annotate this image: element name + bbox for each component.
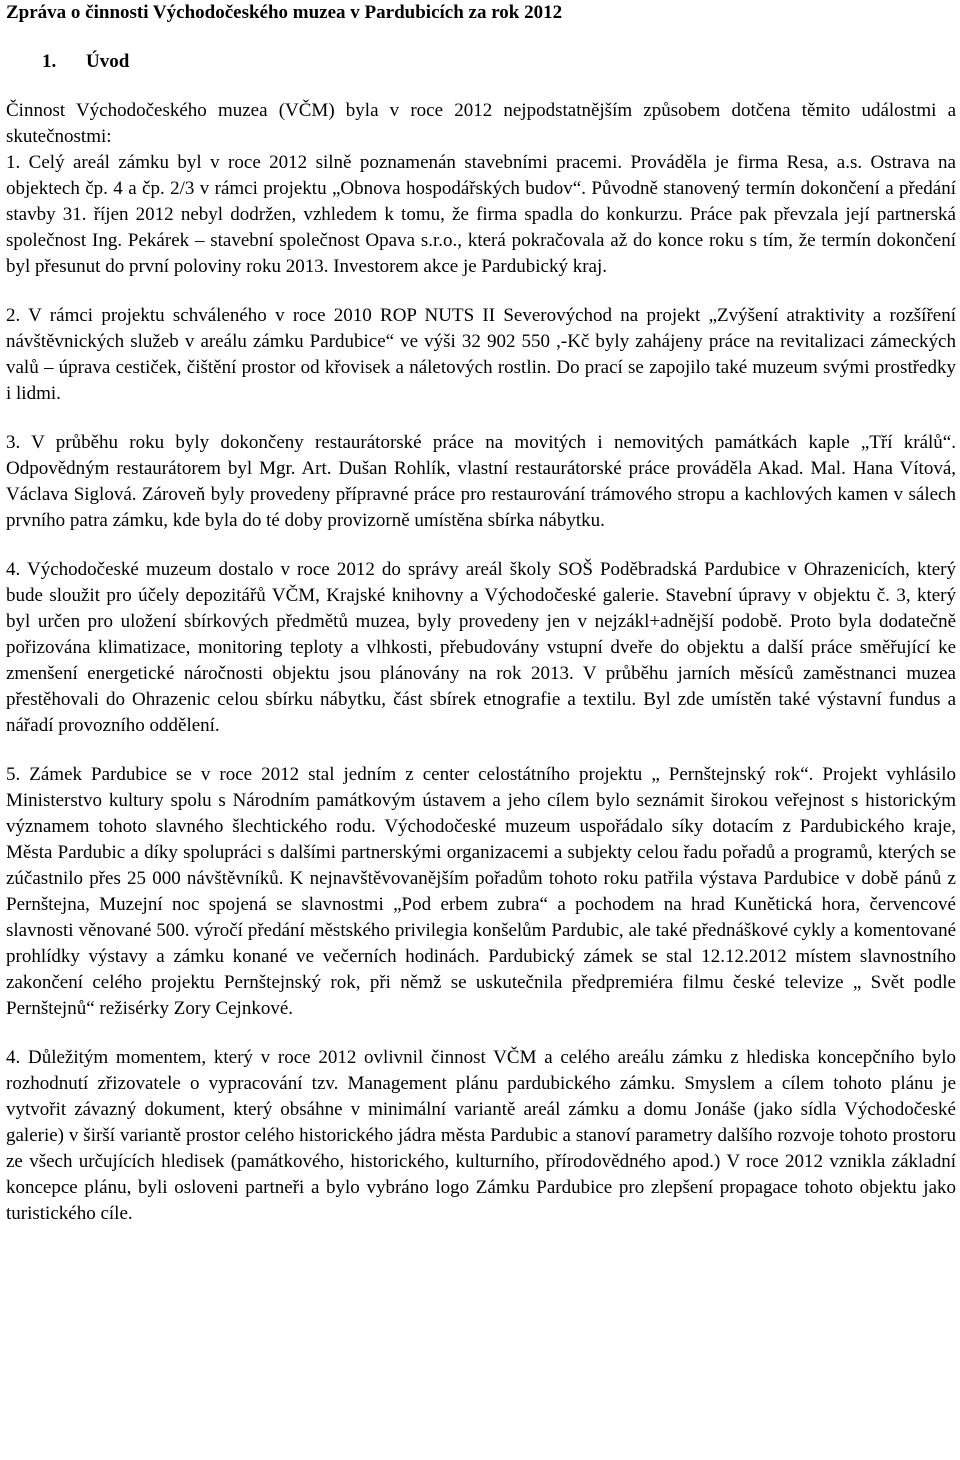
- list-item: 4. Východočeské muzeum dostalo v roce 2012 do správy areál školy SOŠ Poděbradská Pardubice v Ohrazenicích, který bude sloužit pro účely depozitářů VČM, Krajské knihovny a Východočeské galerie. Stavební úpravy v objektu č. 3, který byl určen pro uložení sbírkových předmětů muzea, byly provedeny jen v nejzákl+adnější podobě. Proto byla dodatečně pořizována klimatizace, monitoring teploty a vlhkosti, přebudovány vstupní dveře do objektu a další práce směřující ke zmenšení energetické náročnosti objektu jsou plánovány na rok 2013. V průběhu jarních měsíců zaměstnanci muzea přestěhovali do Ohrazenic celou sbírku nábytku, část sbírek etnografie a textilu. Byl zde umístěn také výstavní fundus a nářadí provozního oddělení.: [6, 559, 956, 736]
- document-title: Zpráva o činnosti Východočeského muzea v Pardubicích za rok 2012: [6, 2, 563, 23]
- section-title: Úvod: [86, 51, 130, 72]
- list-item: 4. Důležitým momentem, který v roce 2012 ovlivnil činnost VČM a celého areálu zámku z hlediska koncepčního bylo rozhodnutí zřizovatele o vypracování tzv. Management plánu pardubického zámku. Smyslem a cílem tohoto plánu je vytvořit závazný dokument, který obsáhne v minimální variantě areál zámku a domu Jonáše (jako sídla Východočeské galerie) v širší variantě prostor celého historického jádra města Pardubic a stanoví parametry dalšího rozvoje tohoto prostoru ze všech určujících hledisek (památkového, historického, kulturního, přírodovědného apod.) V roce 2012 vznikla základní koncepce plánu, byli osloveni partneři a bylo vybráno logo Zámku Pardubice pro zlepšení propagace tohoto objektu jako turistického cíle.: [6, 1047, 956, 1224]
- section-heading: [42, 49, 956, 75]
- list-item: 3. V průběhu roku byly dokončeny restaurátorské práce na movitých i nemovitých památkách kaple „Tří králů“. Odpovědným restaurátorem byl Mgr. Art. Dušan Rohlík, vlastní restaurátorské práce prováděla Akad. Mal. Hana Vítová, Václava Siglová. Zároveň byly provedeny přípravné práce pro restaurování trámového stropu a kachlových kamen v sálech prvního patra zámku, kde byla do té doby provizorně umístěna sbírka nábytku.: [6, 432, 956, 531]
- document-page: [6, 0, 956, 1227]
- intro-paragraph: Činnost Východočeského muzea (VČM) byla v roce 2012 nejpodstatnějším způsobem dotčena těmito událostmi a skutečnostmi:: [6, 100, 956, 147]
- list-item: 1. Celý areál zámku byl v roce 2012 silně poznamenán stavebními pracemi. Prováděla je firma Resa, a.s. Ostrava na objektech čp. 4 a čp. 2/3 v rámci projektu „Obnova hospodářských budov“. Původně stanovený termín dokončení a předání stavby 31. říjen 2012 nebyl dodržen, vzhledem k tomu, že firma spadla do konkurzu. Práce pak převzala její partnerská společnost Ing. Pekárek – stavební společnost Opava s.r.o., která pokračovala až do konce roku s tím, že termín dokončení byl přesunut do první poloviny roku 2013. Investorem akce je Pardubický kraj.: [6, 152, 956, 277]
- list-item: 5. Zámek Pardubice se v roce 2012 stal jedním z center celostátního projektu „ Pernštejnský rok“. Projekt vyhlásilo Ministerstvo kultury spolu s Národním památkovým ústavem a jeho cílem bylo seznámit širokou veřejnost s historickým významem tohoto slavného šlechtického rodu. Východočeské muzeum uspořádalo síky dotacím z Pardubického kraje, Města Pardubic a díky spolupráci s dalšími partnerskými organizacemi a subjekty celou řadu pořadů a programů, kterých se zúčastnilo přes 25 000 návštěvníků. K nejnavštěvovanějším pořadům tohoto roku patřila výstava Pardubice v době pánů z Pernštejna, Muzejní noc spojená se slavnostmi „Pod erbem zubra“ a pochodem na hrad Kunětická hora, červencové slavnosti věnované 500. výročí předání městského privilegia konšelům Pardubic, ale také přednáškové cykly a komentované prohlídky výstavy a zámku konané ve večerních hodinách. Pardubický zámek se stal 12.12.2012 místem slavnostního zakončení celého projektu Pernštejnský rok, při němž se uskutečnila předpremiéra filmu české televize „ Svět podle Pernštejnů“ režisérky Zory Cejnkové.: [6, 764, 956, 1019]
- list-item: 2. V rámci projektu schváleného v roce 2010 ROP NUTS II Severovýchod na projekt „Zvýšení atraktivity a rozšíření návštěvnických služeb v areálu zámku Pardubice“ ve výši 32 902 550 ,-Kč byly zahájeny práce na revitalizaci zámeckých valů – úprava cestiček, čištění prostor od křovisek a náletových rostlin. Do prací se zapojilo také muzeum svými prostředky i lidmi.: [6, 305, 956, 404]
- section-number: 1.: [42, 51, 57, 72]
